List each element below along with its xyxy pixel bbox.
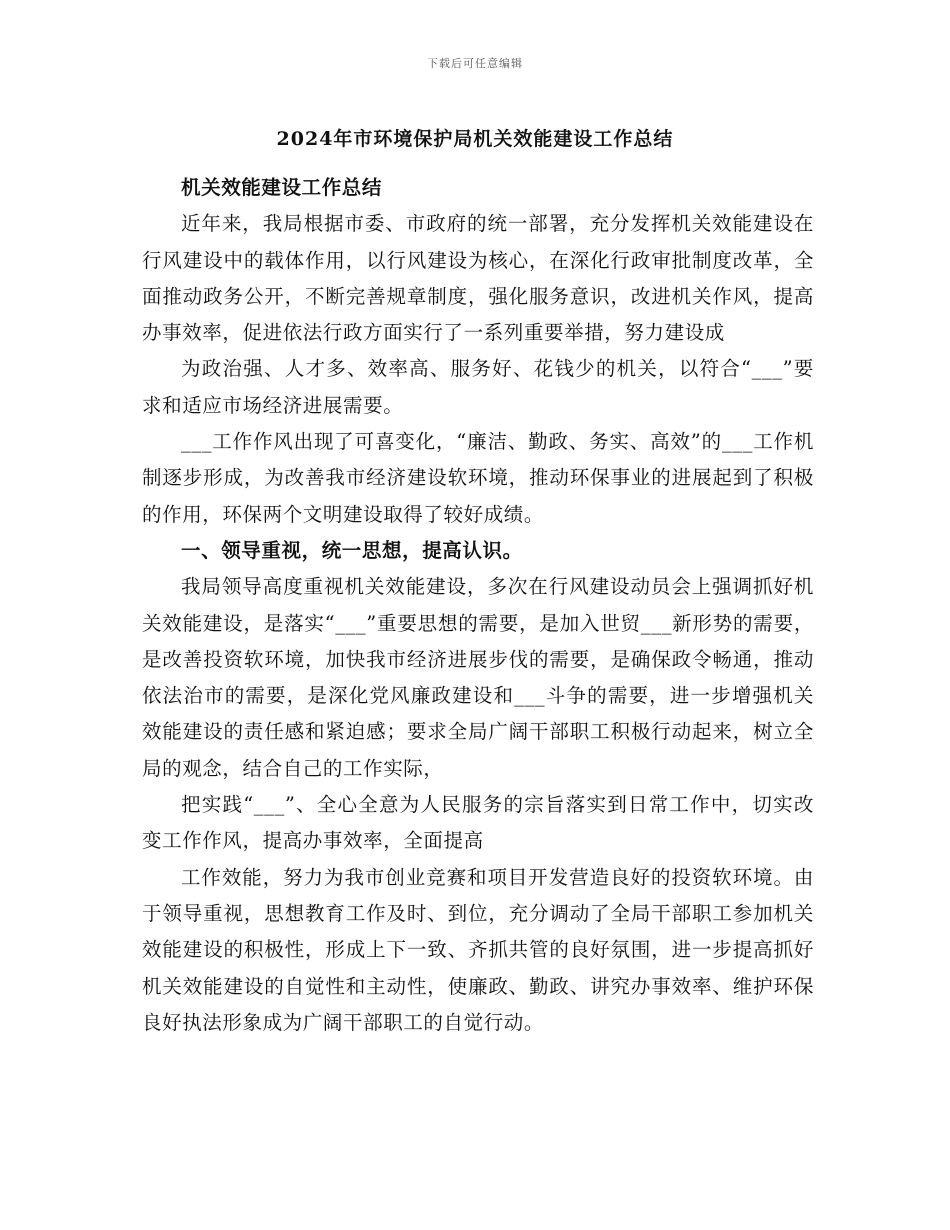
section-heading-summary: 机关效能建设工作总结 bbox=[181, 176, 383, 199]
paragraph-goal: 为政治强、人才多、效率高、服务好、花钱少的机关，以符合“___”要求和适应市场经济进展需要。 bbox=[142, 357, 814, 417]
paragraph-efficiency: 工作效能，努力为我市创业竞赛和项目开发营造良好的投资软环境。由于领导重视，思想教育工作及时、到位，充分调动了全局干部职工参加机关效能建设的积极性，形成上下一致、齐抓共管的良好氛围，进一步提高抓好机关效能建设的自觉性和主动性，使廉政、勤政、讲究办事效率、维护环保良好执法形象成为广阔干部职工的自觉行动。 bbox=[142, 865, 814, 1034]
paragraph-leadership: 我局领导高度重视机关效能建设，多次在行风建设动员会上强调抓好机关效能建设，是落实“___”重要思想的需要，是加入世贸___新形势的需要，是改善投资软环境，加快我市经济进展步伐的需要，是确保政令畅通，推动依法治市的需要，是深化党风廉政建设和___斗争的需要，进一步增强机关效能建设的责任感和紧迫感；要求全局广阔干部职工积极行动起来，树立全局的观念，结合自己的工作实际， bbox=[142, 575, 814, 780]
download-note: 下载后可任意编辑 bbox=[427, 57, 523, 70]
paragraph-practice: 把实践“___”、全心全意为人民服务的宗旨落实到日常工作中，切实改变工作作风，提高办事效率，全面提高 bbox=[142, 793, 814, 853]
paragraph-intro: 近年来，我局根据市委、市政府的统一部署，充分发挥机关效能建设在行风建设中的载体作用，以行风建设为核心，在深化行政审批制度改革，全面推动政务公开，不断完善规章制度，强化服务意识，改进机关作风，提高办事效率，促进依法行政方面实行了一系列重要举措，努力建设成 bbox=[142, 212, 814, 345]
document-title: 2024年市环境保护局机关效能建设工作总结 bbox=[276, 128, 674, 150]
paragraph-results: ___工作作风出现了可喜变化，“廉洁、勤政、务实、高效”的___工作机制逐步形成，为改善我市经济建设软环境，推动环保事业的进展起到了积极的作用，环保两个文明建设取得了较好成绩。 bbox=[142, 430, 814, 526]
document-body bbox=[142, 170, 814, 1041]
section-heading-leadership: 一、领导重视，统一思想，提高认识。 bbox=[181, 538, 523, 562]
